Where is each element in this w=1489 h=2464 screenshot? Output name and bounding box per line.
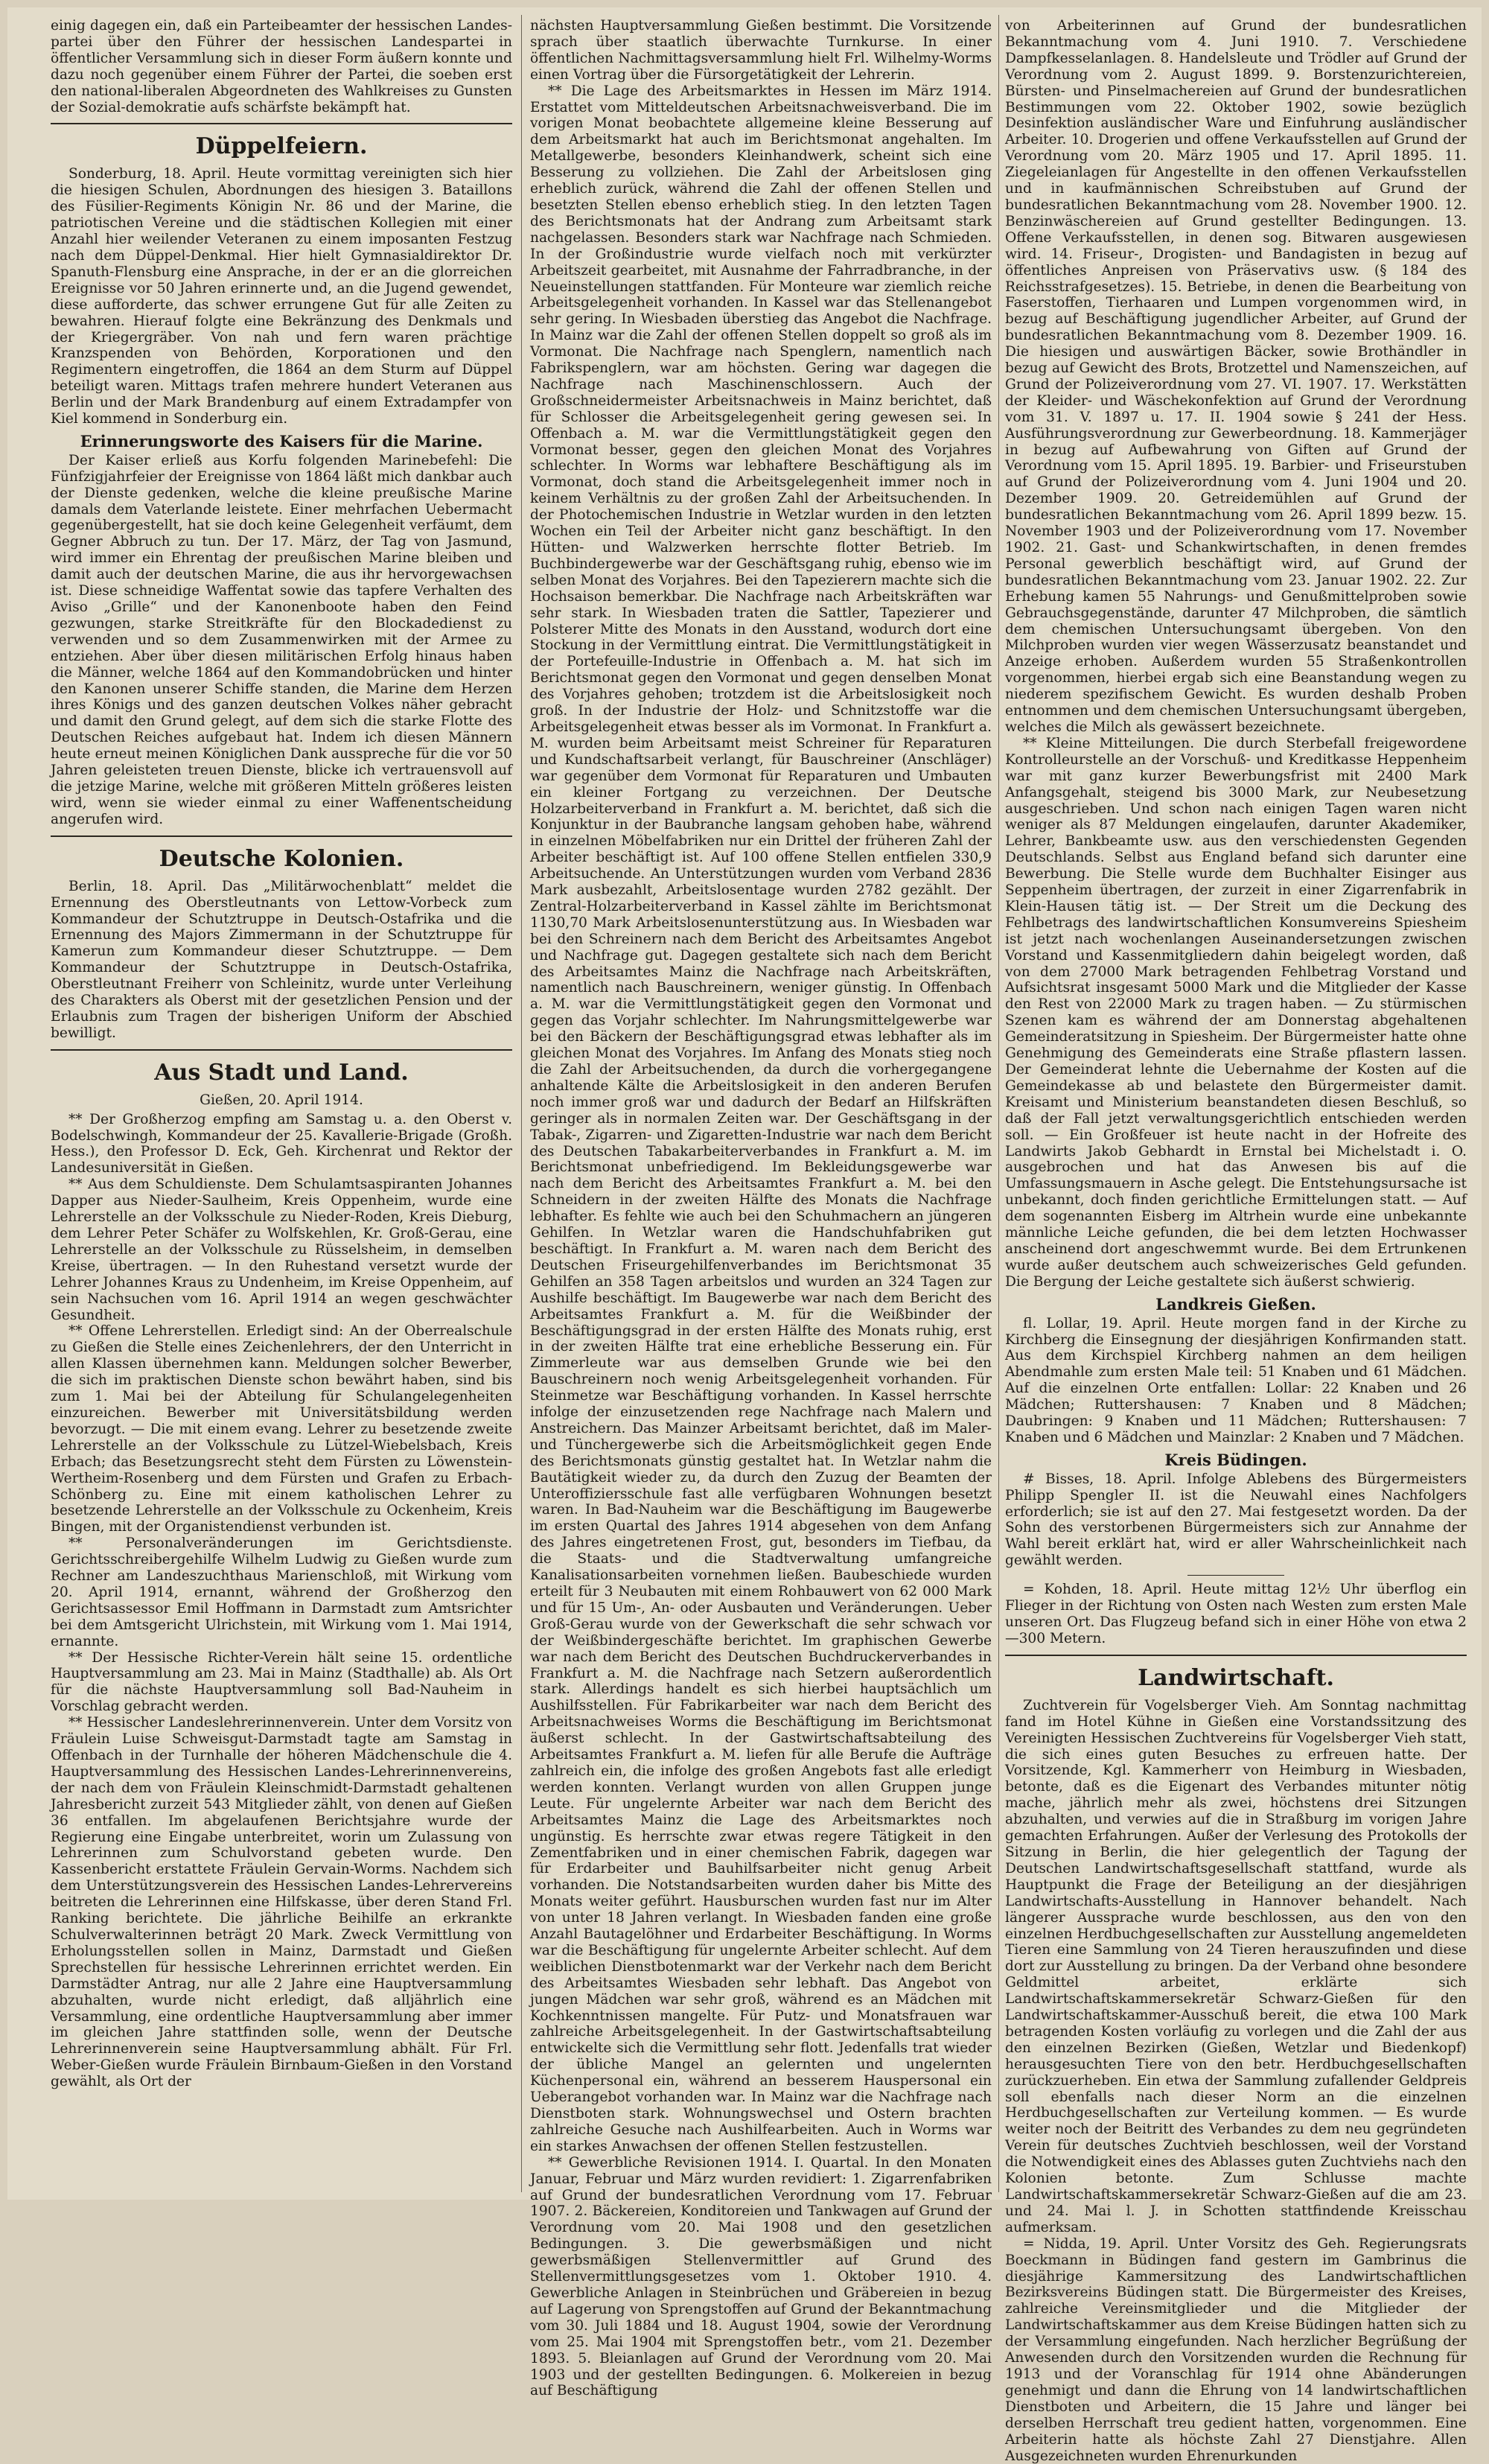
subheading: Erinnerungsworte des Kaisers für die Marine. [80,431,483,451]
article-text: fl. Lollar, 19. April. Heute morgen fand in der Kirche zu Kirchberg die Einsegnung der diesjährigen Konfirmanden statt. Aus dem Kirchspiel Kirchberg nahmen an dem heiligen Abendmahle zum ersten Male teil: 51 Knaben und 61 Mädchen. Auf die einzelnen Orte entfallen: Lollar: 22 Knaben und 26 Mädchen; Ruttershausen: 7 Knaben und 8 Mädchen; Daubringen: 9 Knaben und 11 Mädchen; Ruttershausen: 7 Knaben und 6 Mädchen und Mainzlar: 2 Knaben und 7 Mädchen. [1005,1315,1467,1445]
article-text: ** Kleine Mitteilungen. Die durch Sterbefall freigewordene Kontrolleurstelle an der Vorschuß- und Kreditkasse Heppenheim war mit ganz kurzer Bewerbungsfrist mit 2400 Mark Anfangsgehalt, steigend bis 3000 Mark, zur Neubesetzung ausgeschrieben. Und schon nach einigen Tagen waren nicht weniger als 87 Meldungen eingelaufen, darunter Akademiker, Lehrer, Bankbeamte usw. aus den verschiedensten Gegenden Deutschlands. Selbst aus England befand sich darunter eine Bewerbung. Die Stelle wurde dem Buchhalter Eisinger aus Seppenheim übertragen, der zurzeit in einer Zigarrenfabrik in Klein-Hausen tätig ist. — Der Streit um die Deckung des Fehlbetrags des landwirtschaftlichen Konsumvereins Spiesheim ist jetzt nach wochenlangen Auseinandersetzungen zwischen Vorstand und Kassenmitgliedern dahin beigelegt worden, daß von dem 27000 Mark betragenden Fehlbetrag Vorstand und Aufsichtsrat insgesamt 5000 Mark und die Mitglieder der Kasse den Rest von 22000 Mark zu tragen haben. — Zu stürmischen Szenen kam es während der am Donnerstag abgehaltenen Gemeinderatsitzung in Spiesheim. Der Bürgermeister hatte ohne Genehmigung des Gemeinderats eine Straße pflastern lassen. Der Gemeinderat lehnte die Uebernahme der Kosten auf die Gemeindekasse ab und belastete den Bürgermeister damit. Kreisamt und Ministerium beanstandeten diesen Beschluß, so daß der Fall jetzt verwaltungsgerichtlich entschieden werden soll. — Ein Großfeuer ist heute nacht in der Hofreite des Landwirts Jakob Gebhardt in Ernstal bei Michelstadt i. O. ausgebrochen und hat das Anwesen bis auf die Umfassungsmauern in Asche gelegt. Die Entstehungsursache ist unbekannt, doch finden gerichtliche Ermittelungen statt. — Auf dem sogenannten Eisberg im Altrhein wurde eine unbekannte männliche Leiche gefunden, die bei dem letzten Hochwasser anscheinend dort angeschwemmt wurde. Bei dem Ertrunkenen wurde außer deutschem auch schweizerisches Geld gefunden. Die Bergung der Leiche gestaltete sich äußerst schwierig. [1005,735,1467,1290]
divider [51,835,512,837]
subheading: Landkreis Gießen. [1155,1294,1316,1314]
column-1 [51,18,512,2189]
article-text: Berlin, 18. April. Das „Militärwochenblatt“ meldet die Ernennung des Oberstleutnants von Lettow-Vorbeck zum Kommandeur der Schutztruppe in Deutsch-Ostafrika und die Ernennung des Majors Zimmermann in der Schutztruppe für Kamerun zum Kommandeur dieser Schutztruppe. — Dem Kommandeur der Schutztruppe in Deutsch-Ostafrika, Oberstleutnant Freiherr von Schleinitz, wurde unter Verleihung des Charakters als Oberst mit der gesetzlichen Pension und der Erlaubnis zum Tragen der bisherigen Uniform der Abschied bewilligt. [51,878,512,1041]
article-text: = Nidda, 19. April. Unter Vorsitz des Geh. Regierungsrats Boeckmann in Büdingen fand gestern im Gambrinus die diesjährige Kammersitzung des Landwirtschaftlichen Bezirksvereins Büdingen statt. Die Bürgermeister des Kreises, zahlreiche Vereinsmitglieder und die Mitglieder der Landwirtschaftskammer aus dem Kreise Büdingen hatten sich zu der Versammlung eingefunden. Nach herzlicher Begrüßung der Anwesenden durch den Vorsitzenden wurden die Rechnung für 1913 und der Voranschlag für 1914 ohne Abänderungen genehmigt und dann die Ehrung von 14 landwirtschaftlichen Dienstboten und Arbeitern, die 15 Jahre und länger bei derselben Herrschaft treu gedient hatten, vorgenommen. Eine Arbeiterin hatte als höchste Zahl 27 Dienstjahre. Allen Ausgezeichneten wurden Ehrenurkunden [1005,2235,1467,2464]
section-heading: Aus Stadt und Land. [154,1059,409,1086]
divider [51,123,512,124]
newspaper-page [7,7,1482,2464]
article-text: nächsten Hauptversammlung Gießen bestimmt. Die Vorsitzende sprach über staatlich überwachte Turnkurse. In einer öffentlichen Nachmittagsversammlung hielt Frl. Wilhelmy-Worms einen Vortrag über die Fürsorgetätigkeit der Lehrerin. [530,18,992,83]
article-text: ** Gewerbliche Revisionen 1914. I. Quartal. In den Monaten Januar, Februar und März wurden revidiert: 1. Zigarrenfabriken auf Grund der bundesratlichen Verordnung vom 17. Februar 1907. 2. Bäckereien, Konditoreien und Tankwagen auf Grund der Verordnung vom 20. Mai 1908 und den gesetzlichen Bedingungen. 3. Die gewerbsmäßigen und nicht gewerbsmäßigen Stellenvermittler auf Grund des Stellenvermittlungsgesetzes vom 1. Oktober 1910. 4. Gewerbliche Anlagen in Steinbrüchen und Gräbereien in bezug auf Lagerung von Sprengstoffen auf Grund der Bekanntmachung vom 30. Juli 1884 und 18. August 1904, sowie der Verordnung vom 25. Mai 1904 mit Sprengstoffen betr., vom 21. Dezember 1893. 5. Bleianlagen auf Grund der Verordnung vom 20. Mai 1903 und der gestellten Bedingungen. 6. Molkereien in bezug auf Beschäftigung [530,2154,992,2399]
article-text: ** Hessischer Landeslehrerinnenverein. Unter dem Vorsitz von Fräulein Luise Schweisgut-Darmstadt tagte am Samstag in Offenbach in der Turnhalle der höheren Mädchenschule die 4. Hauptversammlung des Hessischen Landes-Lehrerinnenvereins, der nach dem von Fräulein Kleinschmidt-Darmstadt gehaltenen Jahresbericht zurzeit 543 Mitglieder zählt, von denen auf Gießen 36 entfallen. Im abgelaufenen Berichtsjahre wurde der Regierung eine Eingabe unterbreitet, worin um Zulassung von Lehrerinnen zum Schulvorstand gebeten wurde. Den Kassenbericht erstattete Fräulein Gervain-Worms. Nachdem sich dem Unterstützungsverein des Hessischen Landes-Lehrervereins beitreten die Lehrerinnen eine Hilfskasse, über deren Stand Frl. Ranking berichtete. Die jährliche Beihilfe an erkrankte Schulverwalterinnen beträgt 20 Mark. Zweck Vermittlung von Erholungsstellen sollen in Mainz, Darmstadt und Gießen Sprechstellen für hessische Lehrerinnen errichtet werden. Ein Darmstädter Antrag, nur alle 2 Jahre eine Hauptversammlung abzuhalten, wurde nicht erledigt, daß alljährlich eine Versammlung, eine ordentliche Hauptversammlung aber immer im gleichen Jahre stattfinden solle, wenn der Deutsche Lehrerinnenverein seine Hauptversammlung abhält. Für Frl. Weber-Gießen wurde Fräulein Birnbaum-Gießen in den Vorstand gewählt, als Ort der [51,1715,512,2090]
article-text: von Arbeiterinnen auf Grund der bundesratlichen Bekanntmachung vom 4. Juni 1910. 7. Verschiedene Dampfkesselanlagen. 8. Handelsleute und Trödler auf Grund der Verordnung vom 2. August 1899. 9. Borstenzurichtereien, Bürsten- und Pinselmachereien auf Grund der bundesratlichen Bestimmungen vom 22. Oktober 1902, sowie bezüglich Desinfektion ausländischer Ware und Einfuhrung ausländischer Arbeiter. 10. Drogerien und offene Verkaufsstellen auf Grund der Verordnung vom 20. März 1905 und 17. April 1895. 11. Ziegeleianlagen für Angestellte in den offenen Verkaufsstellen und in kaufmännischen Schreibstuben auf Grund der bundesratlichen Bekanntmachung vom 28. November 1900. 12. Benzinwäschereien auf Grund gestellter Bedingungen. 13. Offene Verkaufsstellen, in denen sog. Bitwaren ausgewiesen wird. 14. Friseur-, Drogisten- und Bandagisten in bezug auf öffentliches Anpreisen von Präservativs usw. (§ 184 des Reichsstrafgesetzes). 15. Betriebe, in denen die Bearbeitung von Faserstoffen, Tierhaaren und Lumpen vorgenommen wird, in bezug auf Beschäftigung jugendlicher Arbeiter, auf Grund der bundesratlichen Bekanntmachung vom 8. Dezember 1909. 16. Die hiesigen und auswärtigen Bäcker, sowie Brothändler in bezug auf Gewicht des Brots, Brotzettel und Namenszeichen, auf Grund der Polizeiverordnung vom 27. VI. 1907. 17. Werkstätten der Kleider- und Wäschekonfektion auf Grund der Verordnung vom 31. V. 1897 u. 17. II. 1904 sowie § 241 der Hess. Ausführungsverordnung zur Gewerbeordnung. 18. Kammerjäger in bezug auf Aufbewahrung von Giften auf Grund der Verordnung vom 15. April 1895. 19. Barbier- und Friseurstuben auf Grund der Polizeiverordnung vom 4. Juni 1904 und 20. Dezember 1909. 20. Getreidemühlen auf Grund der bundesratlichen Bekanntmachung vom 26. April 1899 bezw. 15. November 1903 und der Polizeiverordnung vom 17. November 1902. 21. Gast- und Schankwirtschaften, in denen fremdes Personal gewerblich beschäftigt wird, auf Grund der bundesratlichen Bekanntmachung vom 23. Januar 1902. 22. Zur Erhebung kamen 55 Nahrungs- und Genußmittelproben sowie Gebrauchsgegenstände, darunter 47 Milchproben, die sämtlich dem chemischen Untersuchungsamt übergeben. Von den Milchproben wurden vier wegen Wässerzusatz beanstandet und Anzeige erhoben. Außerdem wurden 55 Straßenkontrollen vorgenommen, hierbei ergab sich eine Beanstandung wegen zu niederem spezifischem Gewicht. Es wurden deshalb Proben entnommen und dem chemischen Untersuchungsamt übergeben, welches die Milch als gewässert bezeichnete. [1005,18,1467,735]
article-text: ** Aus dem Schuldienste. Dem Schulamtsaspiranten Johannes Dapper aus Nieder-Saulheim, Kreis Oppenheim, wurde eine Lehrerstelle an der Volksschule zu Nieder-Roden, Kreis Dieburg, dem Lehrer Peter Schäfer zu Wolfskehlen, Kr. Groß-Gerau, eine Lehrerstelle an der Volksschule zu Rüsselsheim, in demselben Kreise, übertragen. — In den Ruhestand versetzt wurde der Lehrer Johannes Kraus zu Undenheim, im Kreise Oppenheim, auf sein Nachsuchen vom 16. April 1914 an wegen geschwächter Gesundheit. [51,1177,512,1323]
column-rule [521,15,522,2192]
divider [51,1049,512,1051]
article-text: Sonderburg, 18. April. Heute vormittag vereinigten sich hier die hiesigen Schulen, Abordnungen des hiesigen 3. Bataillons des Füsilier-Regiments Königin Nr. 86 und der Marine, die patriotischen Vereine und die städtischen Kollegien mit einer Anzahl hier weilender Veteranen zu einem imposanten Festzug nach dem Düppel-Denkmal. Hier hielt Gymnasialdirektor Dr. Spanuth-Flensburg eine Ansprache, in der er an die glorreichen Ereignisse vor 50 Jahren erinnerte und, an die Jugend gewendet, diese aufforderte, das schwer errungene Gut für alle Zeiten zu bewahren. Hierauf folgte eine Bekränzung des Denkmals und der Kriegergräber. Von nah und fern waren prächtige Kranzspenden von Behörden, Korporationen und den Regimentern eingetroffen, die 1864 an dem Sturm auf Düppel beteiligt waren. Mittags trafen mehrere hundert Veteranen aus Berlin und der Mark Brandenburg auf einem Extradampfer von Kiel kommend in Sonderburg ein. [51,166,512,427]
article-text: ** Offene Lehrerstellen. Erledigt sind: An der Oberrealschule zu Gießen die Stelle eines Zeichenlehrers, der den Unterricht in allen Klassen übernehmen kann. Meldungen solcher Bewerber, die sich im praktischen Dienste schon bewährt haben, sind bis zum 1. Mai bei der Abteilung für Schulangelegenheiten einzureichen. Bewerber mit Universitätsbildung werden bevorzugt. — Die mit einem evang. Lehrer zu besetzende zweite Lehrerstelle an der Volksschule zu Lützel-Wiebelsbach, Kreis Erbach; das Besetzungsrecht steht dem Fürsten zu Löwenstein-Wertheim-Rosenberg und dem Fürsten und Grafen zu Erbach-Schönberg zu. Eine mit einem katholischen Lehrer zu besetzende Lehrerstelle an der Volksschule zu Ockenheim, Kreis Bingen, mit der Organistendienst verbunden ist. [51,1323,512,1535]
article-text: ** Personalveränderungen im Gerichtsdienste. Gerichtsschreibergehilfe Wilhelm Ludwig zu Gießen wurde zum Rechner am Landeszuchthaus Marienschloß, mit Wirkung vom 20. April 1914, ernannt, während der Großherzog den Gerichtsassessor Emil Hoffmann in Darmstadt zum Amtsrichter bei dem Amtsgericht Ulrichstein, mit Wirkung vom 1. Mai 1914, ernannte. [51,1535,512,1649]
article-text: = Kohden, 18. April. Heute mittag 12½ Uhr überflog ein Flieger in der Richtung von Osten nach Westen zum ersten Male unseren Ort. Das Flugzeug befand sich in einer Höhe von etwa 2—300 Metern. [1005,1582,1467,1646]
article-text: ** Der Hessische Richter-Verein hält seine 15. ordentliche Hauptversammlung am 23. Mai in Mainz (Stadthalle) ab. Als Ort für die nächste Hauptversammlung soll Bad-Nauheim in Vorschlag gebracht werden. [51,1649,512,1715]
column-rule [998,15,999,2192]
article-text: Der Kaiser erließ aus Korfu folgenden Marinebefehl: Die Fünfzigjahrfeier der Ereignisse von 1864 läßt mich dankbar auch der Dienste gedenken, welche die kleine preußische Marine damals dem Vaterlande leistete. Einer mehrfachen Uebermacht gegenübergestellt, hat sie doch keine Gelegenheit verfäumt, dem Gegner Abbruch zu tun. Der 17. März, der Tag von Jasmund, wird immer ein Ehrentag der preußischen Marine bleiben und damit auch der deutschen Marine, die aus ihr hervorgewachsen ist. Diese schneidige Waffentat sowie das tapfere Verhalten des Aviso „Grille“ und der Kanonenboote haben den Feind gezwungen, starke Streitkräfte für den Blockadedienst zu verwenden und so dem Zusammenwirken mit der Armee zu entziehen. Aber über diesen militärischen Erfolg hinaus haben die Männer, welche 1864 auf den Kommandobrücken und hinter den Kanonen unserer Schiffe standen, die Marine dem Herzen ihres Königs und des ganzen deutschen Volkes näher gebracht und damit den Grund gelegt, auf dem sich die starke Flotte des Deutschen Reiches aufgebaut hat. Indem ich diesen Männern heute erneut meinen Königlichen Dank ausspreche für die vor 50 Jahren geleisteten treuen Dienste, blicke ich vertrauensvoll auf die jetzige Marine, welche mit größeren Mitteln größeres leisten wird, wenn sie wieder einmal zu einer Waffenentscheidung angerufen wird. [51,452,512,827]
article-text: ** Die Lage des Arbeitsmarktes in Hessen im März 1914. Erstattet vom Mitteldeutschen Arbeitsnachweisverband. Die im vorigen Monat beobachtete allgemeine kleine Besserung auf dem Arbeitsmarkt hat auch im Berichtsmonat angehalten. Im Metallgewerbe, besonders Kleinhandwerk, scheint sich eine Besserung zu vollziehen. Die Zahl der Arbeitslosen ging erheblich zurück, während die Zahl der offenen Stellen und besetzten Stellen ebenso erheblich stieg. In den letzten Tagen des Berichtsmonats hat der Andrang zum Arbeitsamt stark nachgelassen. Besonders stark war Nachfrage nach Schmieden. In der Großindustrie wurde vielfach noch mit verkürzter Arbeitszeit gearbeitet, mit Ausnahme der Fahrradbranche, in der Neueinstellungen stattfanden. Für Monteure war ziemlich reiche Arbeitsgelegenheit vorhanden. In Kassel war das Stellenangebot sehr gering. In Wiesbaden überstieg das Angebot die Nachfrage. In Mainz war die Zahl der offenen Stellen doppelt so groß als im Vormonat. Die Nachfrage nach Spenglern, namentlich nach Fabrikspenglern, war am höchsten. Gering war dagegen die Nachfrage nach Maschinenschlossern. Auch der Großschneidermeister Arbeitsnachweis in Mainz berichtet, daß für Schlosser die Arbeitsgelegenheit gering gewesen sei. In Offenbach a. M. war die Vermittlungstätigkeit gegen den Vormonat besser, gegen den gleichen Monat des Vorjahres schlechter. In Worms war lebhaftere Beschäftigung als im Vormonat, doch stand die Arbeitsgelegenheit immer noch in keinem Verhältnis zu der großen Zahl der Arbeitsuchenden. In der Photochemischen Industrie in Wetzlar wurden in den letzten Wochen ein Teil der Arbeiter nicht ganz beschäftigt. In den Hütten- und Walzwerken herrschte flotter Betrieb. Im Buchbindergewerbe war der Geschäftsgang ruhig, ebenso wie im selben Monat des Vorjahres. Bei den Tapezierern machte sich die Hochsaison bemerkbar. Die Nachfrage nach Arbeitskräften war sehr stark. In Wiesbaden traten die Sattler, Tapezierer und Polsterer Mitte des Monats in den Ausstand, wodurch dort eine Stockung in der Vermittlung eintrat. Die Vermittlungstätigkeit in der Portefeuille-Industrie in Offenbach a. M. hat sich im Berichtsmonat gegen den Vormonat und gegen denselben Monat des Vorjahres gehoben; trotzdem ist die Arbeitslosigkeit noch groß. In der Industrie der Holz- und Schnitzstoffe war die Arbeitsgelegenheit etwas besser als im Vormonat. In Frankfurt a. M. wurden beim Arbeitsamt meist Schreiner für Reparaturen und Kundschaftsarbeit verlangt, für Bauschreiner (Anschläger) war gegenüber dem Vormonat für Reparaturen und Umbauten ein kleiner Fortgang zu verzeichnen. Der Deutsche Holzarbeiterverband in Frankfurt a. M. berichtet, daß sich die Konjunktur in der Baubranche langsam gehoben habe, während in einzelnen Möbelfabriken nur ein Drittel der früheren Zahl der Arbeiter beschäftigt ist. Auf 100 offene Stellen entfielen 330,9 Arbeitsuchende. An Unterstützungen wurden vom Verband 2836 Mark ausbezahlt, Arbeitslosentage wurden 2782 gezählt. Der Zentral-Holzarbeiterverband in Kassel zählte im Berichtsmonat 1130,70 Mark Arbeitslosenunterstützung aus. In Wiesbaden war bei den Schreinern nach dem Bericht des Arbeitsamtes Angebot und Nachfrage gut. Dagegen gestaltete sich nach dem Bericht des Arbeitsamtes Mainz die Nachfrage nach Arbeitskräften, namentlich nach Bauschreinern, weniger günstig. In Offenbach a. M. war die Vermittlungstätigkeit gegen den Vormonat und gegen das Vorjahr schlechter. Im Nahrungsmittelgewerbe war bei den Bäckern der Beschäftigungsgrad etwas lebhafter als im gleichen Monat des Vorjahres. Im Anfang des Monats stieg noch die Zahl der Arbeitsuchenden, da durch die vorhergegangene anhaltende Kälte die Arbeitslosigkeit in den anderen Berufen noch immer groß war und dadurch der Bedarf an Hilfskräften geringer als in normalen Zeiten war. Der Geschäftsgang in der Tabak-, Zigarren- und Zigaretten-Industrie war nach dem Bericht des Deutschen Tabakarbeiterverbandes in Frankfurt a. M. im Berichtsmonat unbefriedigend. Im Bekleidungsgewerbe war nach dem Bericht des Arbeitsamtes Frankfurt a. M. bei den Schneidern in der zweiten Hälfte des Monats die Nachfrage lebhafter. Es fehlte wie auch bei den Schuhmachern an jüngeren Gehilfen. In Wetzlar waren die Handschuhfabriken gut beschäftigt. In Frankfurt a. M. waren nach dem Bericht des Deutschen Friseurgehilfenverbandes im Berichtsmonat 35 Gehilfen an 358 Tagen arbeitslos und wurden an 324 Tagen zur Aushilfe beschäftigt. Im Baugewerbe war nach dem Bericht des Arbeitsamtes Frankfurt a. M. für die Weißbinder der Beschäftigungsgrad in der ersten Hälfte des Monats ruhig, erst in der zweiten Hälfte trat eine erhebliche Besserung ein. Für Zimmerleute war aus demselben Grunde wie bei den Bauschreinern noch wenig Arbeitsgelegenheit vorhanden. Für Steinmetze war Beschäftigung vorhanden. In Kassel herrschte infolge der einzusetzenden rege Nachfrage nach Malern und Anstreichern. Das Mainzer Arbeitsamt berichtet, daß im Maler- und Tünchergewerbe sich die Arbeitsmöglichkeit gegen Ende des Berichtsmonats günstig gestaltet hat. In Wetzlar nahm die Bautätigkeit wieder zu, da durch den Zuzug der Beamten der Unteroffiziersschule fast alle verfügbaren Wohnungen besetzt waren. In Bad-Nauheim war die Beschäftigung im Baugewerbe im ersten Quartal des Jahres 1914 abgesehen von dem Anfang des Jahres eingetretenen Frost, gut, besonders im Tiefbau, da die Staats- und die Stadtverwaltung umfangreiche Kanalisationsarbeiten vornehmen ließen. Baubeschiede wurden erteilt für 3 Neubauten mit einem Rohbauwert von 62 000 Mark und für 15 Um-, An- oder Ausbauten und Veränderungen. Ueber Groß-Gerau wurde von der Gewerkschaft die sehr schwach vor der Weißbindergeschäfte berichtet. Im graphischen Gewerbe war nach dem Bericht des Deutschen Buchdruckerverbandes in Frankfurt a. M. die Nachfrage nach Setzern außerordentlich stark. Allerdings handelt es sich hierbei hauptsächlich um Aushilfsstellen. Für Fabrikarbeiter war nach dem Bericht des Arbeitsnachweises Worms die Beschäftigung im Berichtsmonat äußerst schlecht. In der Gastwirtschaftsabteilung des Arbeitsamtes Frankfurt a. M. liefen für alle Berufe die Aufträge zahlreich ein, die infolge des großen Angebots fast alle erledigt werden konnten. Verlangt wurden von allen Gruppen junge Leute. Für ungelernte Arbeiter war nach dem Bericht des Arbeitsamtes Mainz die Lage des Arbeitsmarktes noch ungünstig. Es herrschte zwar etwas regere Tätigkeit in den Zementfabriken und in einer chemischen Fabrik, dagegen war für Erdarbeiter und Bauhilfsarbeiter nicht genug Arbeit vorhanden. Die Notstandsarbeiten wurden daher bis Mitte des Monats weiter geführt. Hausburschen wurden fast nur im Alter von unter 18 Jahren verlangt. In Wiesbaden fanden eine große Anzahl Bautagelöhner und Erdarbeiter Beschäftigung. In Worms war die Beschäftigung für ungelernte Arbeiter schlecht. Auf dem weiblichen Dienstbotenmarkt war der Verkehr nach dem Bericht des Arbeitsamtes Wiesbaden sehr lebhaft. Das Angebot von jungen Mädchen war sehr groß, während es an Mädchen mit Kochkenntnissen mangelte. Für Putz- und Monatsfrauen war zahlreiche Arbeitsgelegenheit. In der Gastwirtschaftsabteilung entwickelte sich die Vermittlung sehr flott. Jedenfalls trat wieder der übliche Mangel an gelernten und ungelernten Küchenpersonal ein, während an besserem Hauspersonal ein Ueberangebot vorhanden war. In Mainz war die Nachfrage nach Dienstboten stark. Wohnungswechsel und Ostern brachten zahlreiche Gesuche nach Aushilfearbeiten. Auch in Worms war ein starkes Anwachsen der offenen Stellen festzustellen. [530,83,992,2154]
section-heading: Landwirtschaft. [1138,1664,1334,1691]
section-heading: Deutsche Kolonien. [159,845,404,872]
article-text: Zuchtverein für Vogelsberger Vieh. Am Sonntag nachmittag fand im Hotel Kühne in Gießen eine Vorstandssitzung des Vereinigten Hessischen Zuchtvereins für Vogelsberger Vieh statt, die sich eines guten Besuches zu erfreuen hatte. Der Vorsitzende, Kgl. Kammerherr von Heimburg in Wiesbaden, betonte, daß es die Eigenart des Verbandes mitunter nötig mache, jährlich mehr als zwei, höchstens drei Sitzungen abzuhalten, und verwies auf die in Straßburg im vorigen Jahre gemachten Erfahrungen. Außer der Verlesung des Protokolls der Sitzung in Berlin, die hier gelegentlich der Tagung der Deutschen Landwirtschaftsgesellschaft stattfand, wurde als Hauptpunkt die Frage der Beteiligung an der diesjährigen Landwirtschafts-Ausstellung in Hannover behandelt. Nach längerer Aussprache wurde beschlossen, aus den von den einzelnen Herdbuchgesellschaften zur Ausstellung angemeldeten Tieren eine Sammlung von 24 Tieren herauszufinden und diese dort zur Ausstellung zu bringen. Da der Verband ohne besondere Geldmittel arbeitet, erklärte sich Landwirtschaftskammersekretär Schwarz-Gießen für den Landwirtschaftskammer-Ausschuß bereit, die etwa 100 Mark betragenden Kosten vorläufig zu vorlegen und die Zahl der aus den einzelnen Bezirken (Gießen, Wetzlar und Biedenkopf) herausgesuchten Tiere von den betr. Herdbuchgesellschaften zurückzuerheben. Ein etwa der Sammlung zufallender Geldpreis soll ebenfalls nach dieser Norm an die einzelnen Herdbuchgesellschaften zur Verteilung kommen. — Es wurde weiter noch der Beitritt des Verbandes zu dem neu gegründeten Verein für deutsches Zuchtvieh beschlossen, weil der Vorstand die Notwendigkeit eines des Ablasses guten Zuchtviehs nach den Kolonien betonte. Zum Schlusse machte Landwirtschaftskammersekretär Schwarz-Gießen auf die am 23. und 24. Mai l. J. in Schotten stattfindende Kreisschau aufmerksam. [1005,1697,1467,2235]
column-3 [1005,18,1467,2464]
column-2 [530,18,992,2399]
section-heading: Düppelfeiern. [195,133,368,160]
divider [1005,1655,1467,1656]
dateline: Gießen, 20. April 1914. [200,1092,363,1108]
article-text: ** Der Großherzog empfing am Samstag u. a. den Oberst v. Bodelschwingh, Kommandeur der 25. Kavallerie-Brigade (Großh. Hess.), den Professor D. Eck, Geh. Kirchenrat und Rektor der Landesuniversität in Gießen. [51,1111,512,1177]
divider [1187,1575,1284,1576]
subheading: Kreis Büdingen. [1164,1450,1307,1469]
article-text: einig dagegen ein, daß ein Parteibeamter der hessischen Landes-partei über den Führer der hessischen Landespartei in öffentlicher Versammlung sich in dieser Form äußern konnte und dazu noch gegenüber einem Führer der Partei, die soeben erst den national-liberalen Abgeordneten des Wahlkreises zu Gunsten der Sozial-demokratie aufs schärfste bekämpft hat. [51,18,512,115]
article-text: # Bisses, 18. April. Infolge Ablebens des Bürgermeisters Philipp Spengler II. ist die Neuwahl eines Nachfolgers erforderlich; sie ist auf den 27. Mai festgesetzt worden. Da der Sohn des verstorbenen Bürgermeisters sich zur Annahme der Wahl bereit erklärt hat, wird er aller Wahrscheinlichkeit nach gewählt werden. [1005,1471,1467,1569]
